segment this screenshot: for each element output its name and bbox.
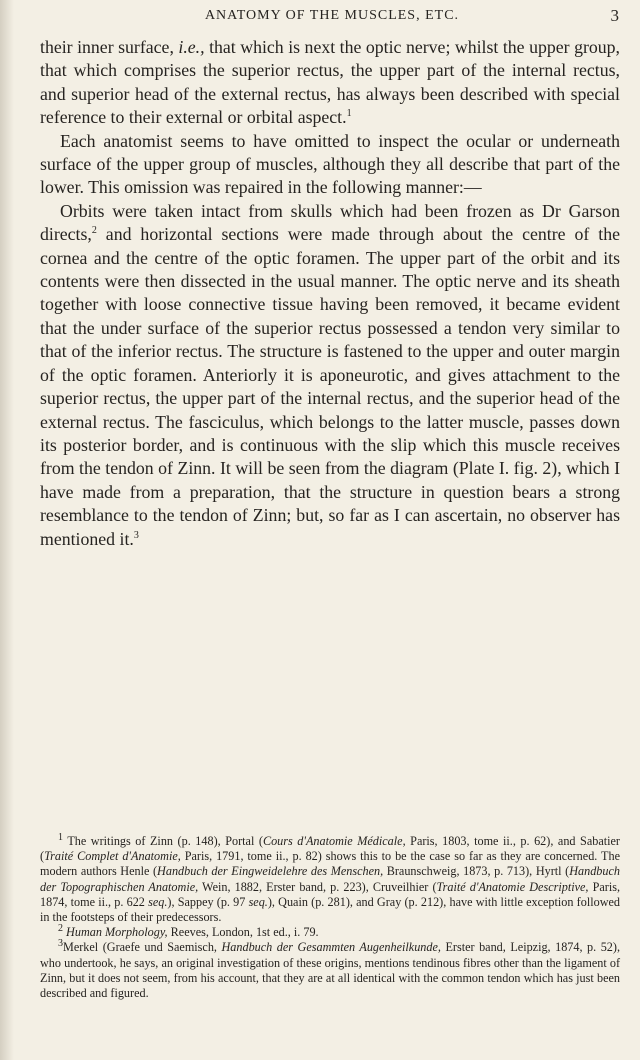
citation-title: seq.: [148, 894, 168, 909]
footnote-text: Paris, 1803, tome ii., p. 62), and Sabatier (: [40, 834, 620, 864]
footnotes: [40, 831, 621, 1001]
footnote-marker: 2: [58, 923, 63, 935]
footnote-text: Paris, 1791, tome ii., p. 82) shows this to be the case so far as they are concerned. The modern authors Henle (: [40, 849, 620, 879]
footnote-text: ), Quain (p. 281), and Gray (p. 212), have with little exception followed in the footsteps of their predecessors.: [40, 894, 620, 925]
paragraph: their inner surface, i.e., that which is next the optic nerve; whilst the upper group, that which comprises the superior rectus, the upper part of the internal rectus, and superior head of the external rectus, has always been described with special reference to their external or orbital aspect.$^1$: [40, 37, 620, 128]
footnote-text: The writings of Zinn (p. 148), Portal (: [63, 834, 263, 848]
footnote-text: Erster band, Leipzig, 1874, p. 52), who undertook, he says, an original investigation of these origins, mentions tendinous fibres other than the ligament of Zinn, but it does not seem, from his account, that they are at all identical with the common tendon which has just been described and figured.: [40, 940, 621, 1001]
footnote-text: Paris, 1874, tome ii., p. 622: [40, 879, 621, 909]
citation-title: Traité d'Anatomie Descriptive,: [436, 879, 589, 894]
footnote-ref: 2: [91, 225, 97, 237]
citation-title: Handbuch der Gesammten Augenheilkunde,: [221, 940, 441, 955]
footnote-marker: 1: [58, 831, 63, 843]
running-head-title: ANATOMY OF THE MUSCLES, ETC.: [204, 8, 460, 23]
page-number: 3: [610, 6, 620, 25]
footnote-marker: 3: [58, 938, 63, 950]
body-text: [40, 36, 620, 551]
footnote-text: Merkel (Graefe und Saemisch,: [63, 940, 222, 955]
citation-title: Handbuch der Eingweidelehre des Menschen,: [157, 864, 384, 879]
citation-title: Human Morphology,: [66, 925, 168, 940]
citation-title: Cours d'Anatomie Médicale,: [262, 834, 406, 848]
footnote-text: Braunschweig, 1873, p. 713), Hyrtl (: [383, 864, 570, 879]
footnote-ref: 3: [133, 529, 139, 541]
footnote: [40, 940, 620, 1001]
footnote-text: Reeves, London, 1st ed., i. 79.: [167, 925, 319, 940]
footnote: [40, 831, 621, 925]
citation-title: Handbuch der Topographischen Anatomie,: [40, 864, 620, 894]
citation-title: Traité Complet d'Anatomie,: [44, 849, 181, 864]
paragraph: Orbits were taken intact from skulls which had been frozen as Dr Garson directs,$^2$ and horizontal sections were made through about the centre of the cornea and the centre of the optic foramen. The upper part of the orbit and its contents were then dissected in the usual manner. The optic nerve and its sheath together with loose connective tissue having been removed, it became evident that the under surface of the superior rectus possessed a tendon very similar to that of the inferior rectus. The structure is fastened to the upper and outer margin of the optic foramen. Anteriorly it is aponeurotic, and gives attachment to the superior rectus, the upper part of the internal rectus, and the superior head of the external rectus. The fasciculus, which belongs to the latter muscle, passes down its posterior border, and is continuous with the slip which this muscle receives from the tendon of Zinn. It will be seen from the diagram (Plate I. fig. 2), which I have made from a preparation, that the structure in question bears a strong resemblance to the tendon of Zinn; but, so far as I can ascertain, no observer has mentioned it.$^3$: [40, 200, 620, 549]
page-gutter-shadow: [0, 0, 14, 1060]
footnote: [40, 925, 620, 940]
running-head: [40, 8, 624, 30]
footnote-ref: 1: [346, 108, 352, 120]
paragraph: Each anatomist seems to have omitted to inspect the ocular or underneath surface of the upper group of muscles, although they all describe that part of the lower. This omission was repaired in the following manner:—: [40, 130, 620, 198]
citation-title: seq.: [248, 894, 268, 909]
footnote-text: ), Sappey (p. 97: [167, 894, 249, 909]
footnote-text: Wein, 1882, Erster band, p. 223), Cruveilhier (: [198, 879, 437, 894]
